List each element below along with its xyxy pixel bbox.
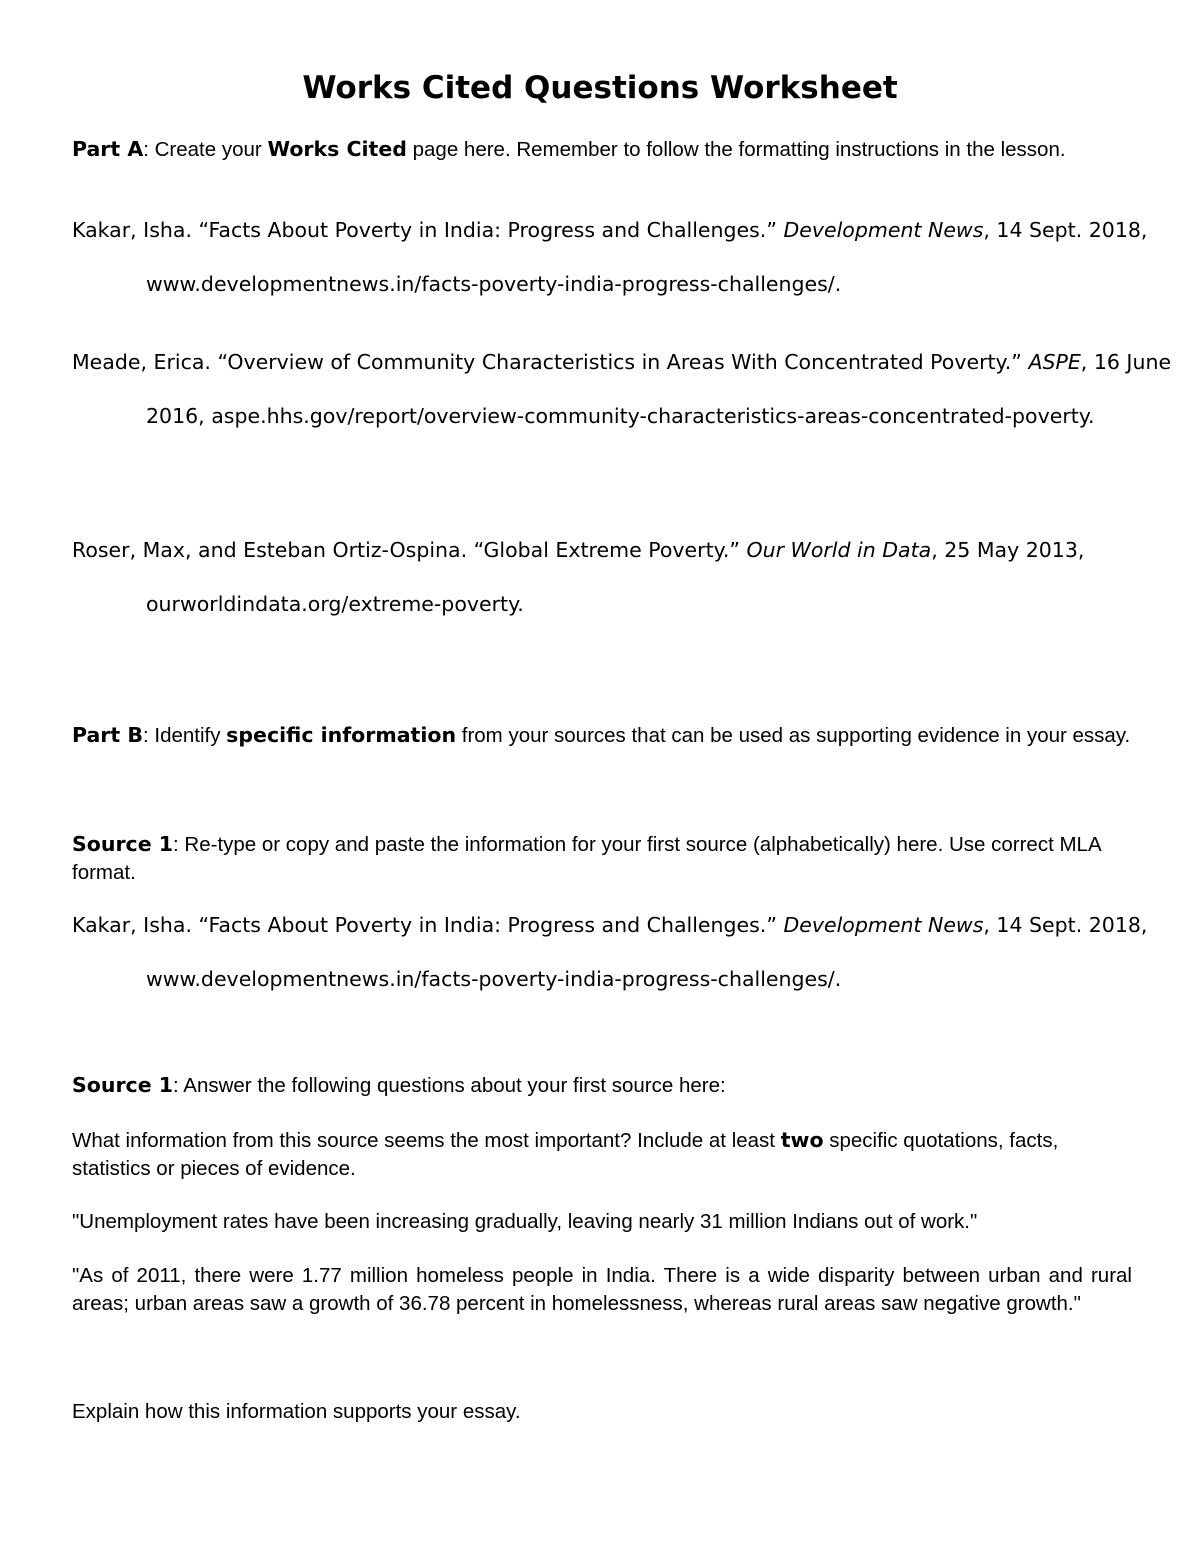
- part-a-label: Part A: [72, 137, 144, 161]
- citation-roser: Roser, Max, and Esteban Ortiz-Ospina. “Global Extreme Poverty.” Our World in Data, 25 May 2013, ourworldindata.org/extreme-poverty.: [72, 538, 1085, 616]
- page-title: Works Cited Questions Worksheet: [302, 70, 898, 106]
- part-b-label: Part B: [72, 723, 143, 747]
- citation-meade: Meade, Erica. “Overview of Community Characteristics in Areas With Concentrated Poverty.” ASPE, 16 June 2016, aspe.hhs.gov/report/overview-community-characteristics-areas-concentrated-poverty.: [72, 350, 1172, 428]
- citation-kakar: Kakar, Isha. “Facts About Poverty in India: Progress and Challenges.” Development News, 14 Sept. 2018, www.developmentnews.in/facts-poverty-india-progress-challenges/.: [72, 218, 1148, 296]
- answer-quote-1[interactable]: "Unemployment rates have been increasing gradually, leaving nearly 31 million Indians out of work.": [72, 1210, 978, 1233]
- source1-copy-instructions: Source 1: Re-type or copy and paste the information for your first source (alphabetically) here. Use correct MLA format.: [72, 832, 1101, 884]
- source1-questions-label: Source 1: [72, 1073, 174, 1097]
- source1-questions-instructions: Source 1: Answer the following questions about your first source here:: [72, 1073, 726, 1097]
- question-important-info: What information from this source seems the most important? Include at least two specific quotations, facts, statistics or pieces of evidence.: [72, 1128, 1059, 1180]
- answer-quote-2[interactable]: "As of 2011, there were 1.77 million homeless people in India. There is a wide disparity between urban and rural areas; urban areas saw a growth of 36.78 percent in homelessness, whereas rural areas saw negative growth.": [72, 1264, 1132, 1315]
- part-b-bold: specific information: [226, 723, 457, 747]
- source1-citation: Kakar, Isha. “Facts About Poverty in India: Progress and Challenges.” Development News, 14 Sept. 2018, www.developmentnews.in/facts-poverty-india-progress-challenges/.: [72, 913, 1148, 991]
- part-a-bold: Works Cited: [267, 137, 407, 161]
- part-b-instructions: Part B: Identify specific information from your sources that can be used as supporting evidence in your essay.: [72, 723, 1131, 747]
- question-bold-two: two: [780, 1128, 824, 1152]
- source1-label: Source 1: [72, 832, 174, 856]
- question-explain-support: Explain how this information supports your essay.: [72, 1400, 521, 1423]
- part-a-instructions: Part A: Create your Works Cited page here. Remember to follow the formatting instructions in the lesson.: [72, 137, 1066, 161]
